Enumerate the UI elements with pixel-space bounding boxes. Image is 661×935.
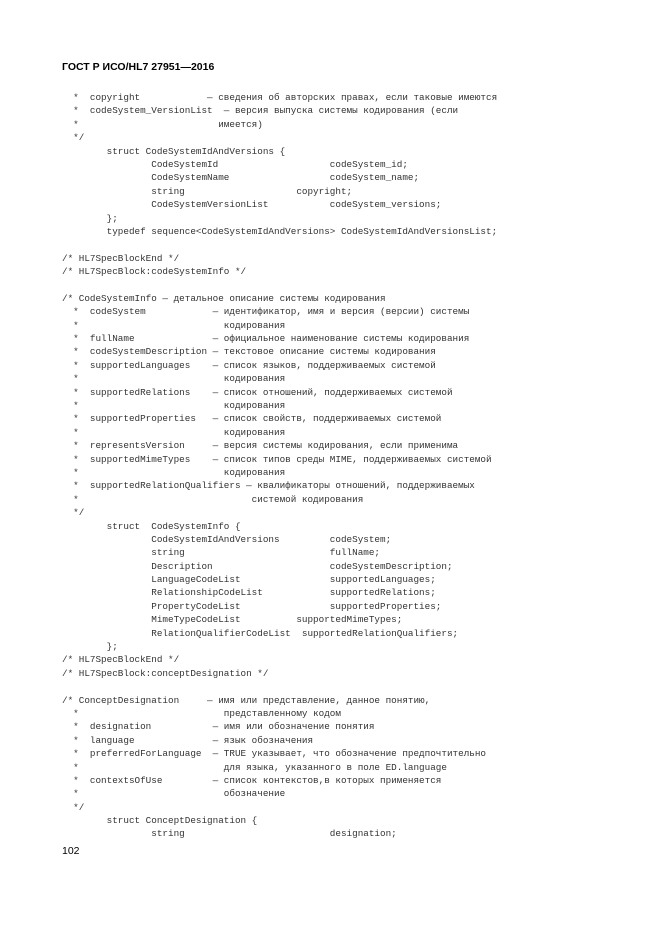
code-line: * кодирования <box>62 466 286 478</box>
code-line: Description codeSystemDescription; <box>62 560 453 572</box>
code-line: typedef sequence<CodeSystemIdAndVersions> CodeSystemIdAndVersionsList; <box>62 225 498 237</box>
code-line: struct CodeSystemIdAndVersions { <box>62 145 286 157</box>
code-line: /* HL7SpecBlock:codeSystemInfo */ <box>62 266 247 278</box>
code-line: * preferredForLanguage — TRUE указывает, что обозначение предпочтительно <box>62 748 487 760</box>
page-header-title: ГОСТ Р ИСО/HL7 27951—2016 <box>62 61 215 73</box>
code-line: MimeTypeCodeList supportedMimeTypes; <box>62 614 403 626</box>
code-line: LanguageCodeList supportedLanguages; <box>62 574 436 586</box>
code-line <box>62 238 497 251</box>
code-line: * supportedLanguages — список языков, поддерживаемых системой <box>62 359 436 371</box>
code-line: * для языка, указанного в поле ED.language <box>62 761 447 773</box>
code-line: * представленному кодом <box>62 707 341 719</box>
code-line: * fullName — официальное наименование системы кодирования <box>62 333 470 345</box>
code-line: CodeSystemId codeSystem_id; <box>62 158 408 170</box>
code-line: string fullName; <box>62 547 381 559</box>
code-line: }; <box>62 641 118 653</box>
code-line: RelationQualifierCodeList supportedRelationQualifiers; <box>62 627 459 639</box>
code-line: * codeSystem_VersionList — версия выпуска системы кодирования (если <box>62 105 459 117</box>
code-line: /* HL7SpecBlock:conceptDesignation */ <box>62 667 269 679</box>
code-line: * language — язык обозначения <box>62 734 314 746</box>
code-line: * designation — имя или обозначение понятия <box>62 721 375 733</box>
page-number: 102 <box>62 845 80 857</box>
code-line: }; <box>62 212 118 224</box>
code-line: * кодирования <box>62 399 286 411</box>
code-line: * codeSystemDescription — текстовое описание системы кодирования <box>62 346 436 358</box>
code-line: string copyright; <box>62 185 353 197</box>
code-line: PropertyCodeList supportedProperties; <box>62 600 442 612</box>
code-line: CodeSystemIdAndVersions codeSystem; <box>62 533 392 545</box>
code-line: /* CodeSystemInfo — детальное описание системы кодирования <box>62 292 386 304</box>
code-line: */ <box>62 507 85 519</box>
code-line: * имеется) <box>62 118 263 130</box>
code-line: */ <box>62 801 85 813</box>
code-line: struct ConceptDesignation { <box>62 815 258 827</box>
code-line: * supportedRelations — список отношений, поддерживаемых системой <box>62 386 453 398</box>
code-line <box>62 680 497 693</box>
code-line: RelationshipCodeList supportedRelations; <box>62 587 436 599</box>
code-line: * contextsOfUse — список контекстов,в которых применяется <box>62 774 442 786</box>
code-line: * codeSystem — идентификатор, имя и версия (версии) системы <box>62 306 470 318</box>
code-line: * copyright — сведения об авторских правах, если таковые имеются <box>62 92 498 103</box>
code-line: * representsVersion — версия системы кодирования, если применима <box>62 440 459 452</box>
code-line: string designation; <box>62 828 397 840</box>
code-line: * кодирования <box>62 373 286 385</box>
code-line: * кодирования <box>62 319 286 331</box>
code-line: /* HL7SpecBlockEnd */ <box>62 252 180 264</box>
code-line: * обозначение <box>62 788 286 800</box>
code-line <box>62 278 497 291</box>
code-line: /* HL7SpecBlockEnd */ <box>62 654 180 666</box>
code-line: * системой кодирования <box>62 493 364 505</box>
code-line: struct CodeSystemInfo { <box>62 520 241 532</box>
code-line: CodeSystemVersionList codeSystem_versions; <box>62 199 442 211</box>
code-line: CodeSystemName codeSystem_name; <box>62 172 420 184</box>
code-line: * supportedProperties — список свойств, поддерживаемых системой <box>62 413 442 425</box>
code-line: * supportedRelationQualifiers — квалификаторы отношений, поддерживаемых <box>62 480 475 492</box>
code-line: /* ConceptDesignation — имя или представление, данное понятию, <box>62 694 431 706</box>
code-line: * supportedMimeTypes — список типов среды MIME, поддерживаемых системой <box>62 453 492 465</box>
code-listing <box>62 91 497 841</box>
code-line: */ <box>62 132 85 144</box>
code-line: * кодирования <box>62 426 286 438</box>
